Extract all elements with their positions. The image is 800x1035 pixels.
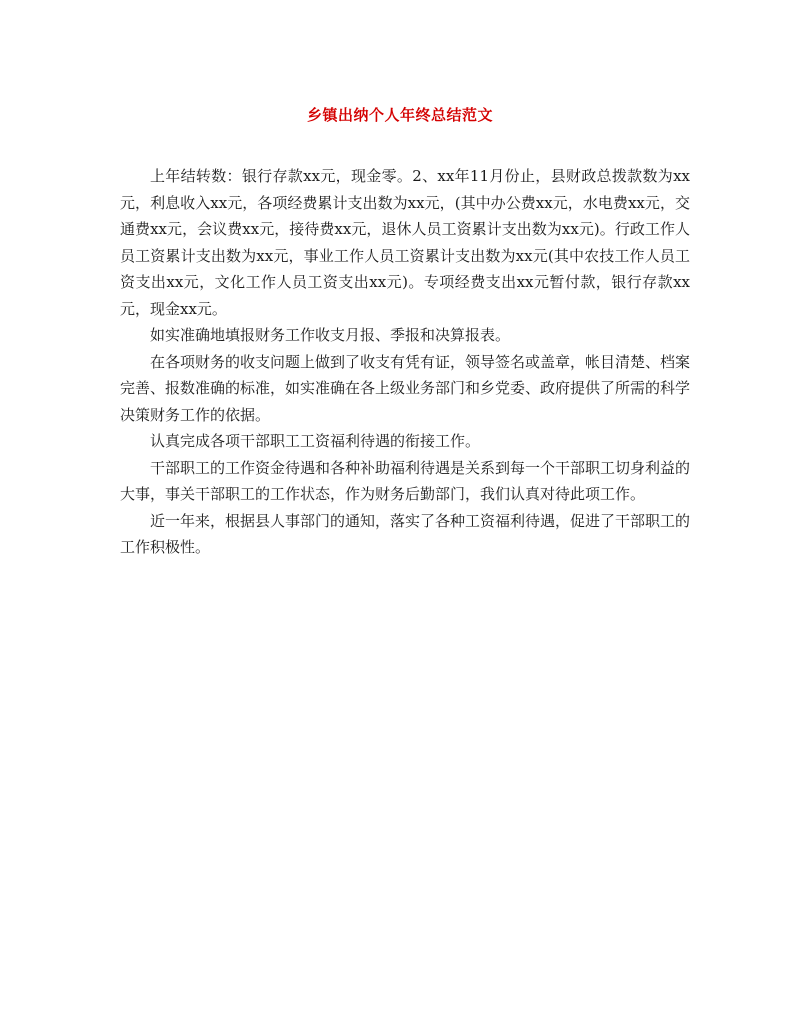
- paragraph-income-expenditure: 在各项财务的收支问题上做到了收支有凭有证，领导签名或盖章，帐目清楚、档案完善、报数准确的标准，如实准确在各上级业务部门和乡党委、政府提供了所需的科学决策财务工作的依据。: [120, 352, 691, 424]
- paragraph-reports: 如实准确地填报财务工作收支月报、季报和决算报表。: [150, 326, 511, 344]
- paragraph-welfare-task: 认真完成各项干部职工工资福利待遇的衔接工作。: [150, 432, 481, 450]
- document-body: [120, 163, 690, 561]
- paragraph-welfare-importance: 干部职工的工作资金待遇和各种补助福利待遇是关系到每一个干部职工切身利益的大事，事关干部职工的工作状态，作为财务后勤部门，我们认真对待此项工作。: [120, 458, 691, 503]
- document-title: 乡镇出纳个人年终总结范文: [306, 106, 493, 124]
- paragraph-conclusion: 近一年来，根据县人事部门的通知，落实了各种工资福利待遇，促进了干部职工的工作积极性。: [120, 511, 691, 556]
- paragraph-balance-summary: 上年结转数：银行存款xx元，现金零。2、xx年11月份止，县财政总拨款数为xx元，利息收入xx元，各项经费累计支出数为xx元，(其中办公费xx元，水电费xx元，交通费xx元，会议费xx元，接待费xx元，退休人员工资累计支出数为xx元)。行政工作人员工资累计支出数为xx元，事业工作人员工资累计支出数为xx元(其中农技工作人员工资支出xx元，文化工作人员工资支出xx元)。专项经费支出xx元暂付款，银行存款xx元，现金xx元。: [120, 167, 690, 318]
